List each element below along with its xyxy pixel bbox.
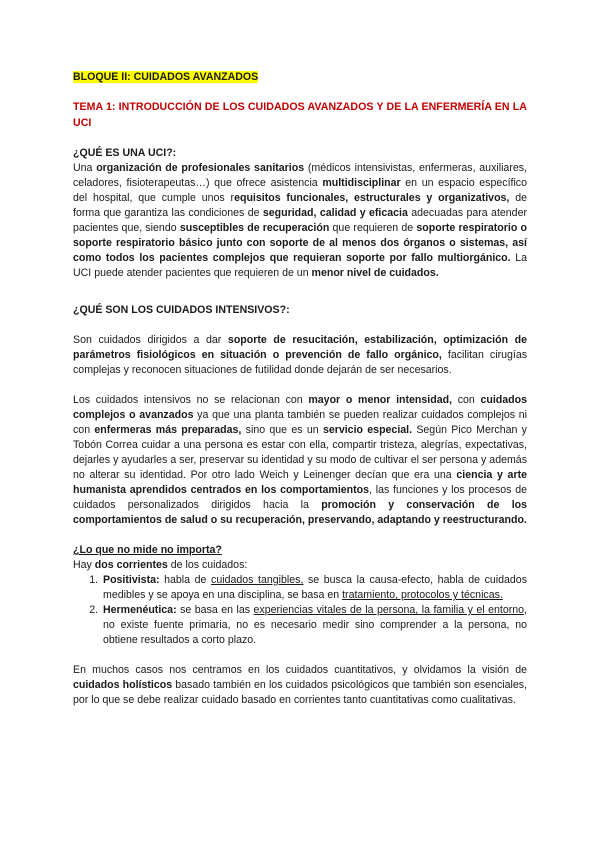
document-body [73, 70, 527, 708]
tema-title: TEMA 1: INTRODUCCIÓN DE LOS CUIDADOS AVANZADOS Y DE LA ENFERMERÍA EN LA UCI [73, 101, 527, 129]
block-title: BLOQUE II: CUIDADOS AVANZADOS [73, 71, 259, 83]
intensivos-paragraph-2: Los cuidados intensivos no se relacionan con mayor o menor intensidad, con cuidados complejos o avanzados ya que una planta también se pueden realizar cuidados complejos ni con enfermeras más preparadas, sino que es un servicio especial. Según Pico Merchan y Tobón Correa cuidar a una persona es estar con ella, compartir tristeza, alegrías, expectativas, dejarles y ayudarles a ser, preservar su identidad y su modo de cultivar el ser persona y además no alterar su identidad. Por otro lado Weich y Leinenger decían que era una ciencia y arte humanista aprendidos centrados en los comportamientos, las funciones y los procesos de cuidados personalizados dirigidos hacia la promoción y conservación de los comportamientos de salud o su recuperación, preservando, adaptando y reestructurando. [73, 394, 528, 526]
list-item-hermeneutica: 2. Hermenéutica: se basa en las experiencias vitales de la persona, la familia y el entorno, no existe fuente primaria, no es necesario medir sino comprender a la persona, no obtiene resultados a corto plazo. [101, 603, 527, 648]
intensivos-heading: ¿QUÉ SON LOS CUIDADOS INTENSIVOS?: [73, 304, 290, 316]
closing-paragraph: En muchos casos nos centramos en los cuidados cuantitativos, y olvidamos la visión de cuidados holísticos basado también en los cuidados psicológicos que también son esenciales, por lo que se debe realizar cuidado basado en corrientes tanto cuantitativas como cualitativas. [73, 664, 527, 706]
mide-heading: ¿Lo que no mide no importa? [73, 544, 222, 556]
uci-paragraph: Una organización de profesionales sanitarios (médicos intensivistas, enfermeras, auxiliares, celadores, fisioterapeutas…) que ofrece asistencia multidisciplinar en un espacio específico del hospital, que cumple unos requisitos funcionales, estructurales y organizativos, de forma que garantiza las condiciones de seguridad, calidad y eficacia adecuadas para atender pacientes que, siendo susceptibles de recuperación que requieren de soporte respiratorio o soporte respiratorio básico junto con soporte de al menos dos órganos o sistemas, así como todos los pacientes complejos que requieran soporte por fallo multiorgánico. La UCI puede atender pacientes que requieren de un menor nivel de cuidados. [73, 162, 528, 279]
intensivos-paragraph-1: Son cuidados dirigidos a dar soporte de resucitación, estabilización, optimización de parámetros fisiológicos en situación o prevención de fallo orgánico, facilitan cirugías complejas y reconocen situaciones de futilidad donde dejarán de ser necesarios. [73, 334, 528, 376]
corrientes-list [73, 573, 527, 648]
uci-heading: ¿QUÉ ES UNA UCI?: [73, 147, 177, 159]
mide-intro: Hay dos corrientes de los cuidados: [73, 559, 248, 571]
list-item-positivista: 1. Positivista: habla de cuidados tangibles, se busca la causa-efecto, habla de cuidados medibles y se apoya en una disciplina, se basa en tratamiento, protocolos y técnicas. [101, 573, 527, 603]
